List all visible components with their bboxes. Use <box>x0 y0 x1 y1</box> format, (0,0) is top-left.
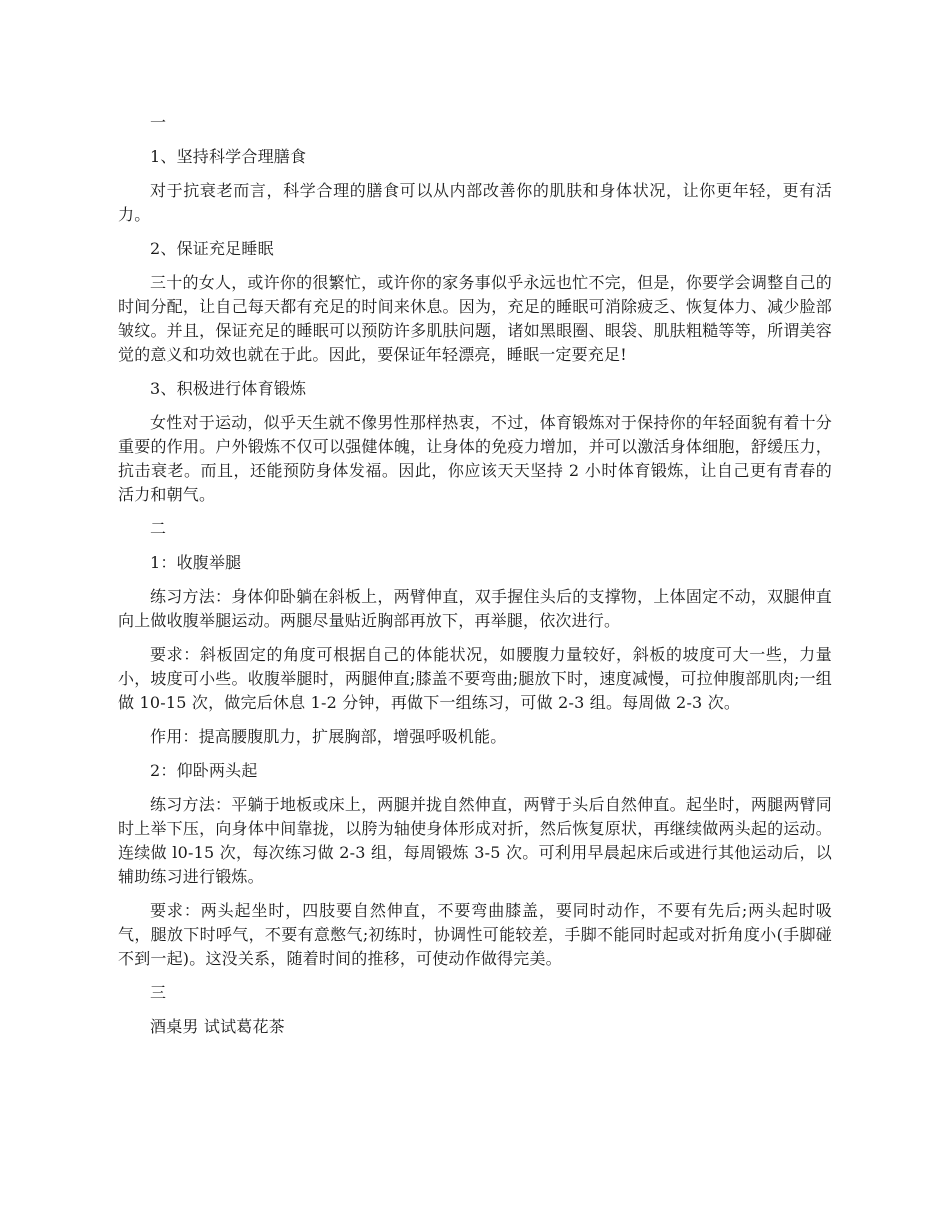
body-leg-raise-method: 练习方法：身体仰卧躺在斜板上，两臂伸直，双手握住头后的支撑物，上体固定不动，双腿伸直向上做收腹举腿运动。两腿尽量贴近胸部再放下，再举腿，依次进行。 <box>118 587 832 630</box>
body-exercise: 女性对于运动，似乎天生就不像男性那样热衷，不过，体育锻炼对于保持你的年轻面貌有着十分重要的作用。户外锻炼不仅可以强健体魄，让身体的免疫力增加，并可以激活身体细胞，舒缓压力，抗击衰老。而且，还能预防身体发福。因此，你应该天天坚持 2 小时体育锻炼，让自己更有青春的活力和朝气。 <box>118 413 832 504</box>
heading-leg-raise: 1：收腹举腿 <box>150 553 242 572</box>
body-leg-raise-requirements: 要求：斜板固定的角度可根据自己的体能状况，如腰腹力量较好，斜板的坡度可大一些，力量小，坡度可小些。收腹举腿时，两腿伸直;膝盖不要弯曲;腿放下时，速度减慢，可拉伸腹部肌肉;一组做 10-15 次，做完后休息 1-2 分钟，再做下一组练习，可做 2-3 组。每周做 2-3 次。 <box>118 645 832 712</box>
section-marker-3: 三 <box>150 983 167 1002</box>
heading-diet: 1、坚持科学合理膳食 <box>150 147 307 166</box>
heading-v-up: 2：仰卧两头起 <box>150 761 258 780</box>
section-marker-2: 二 <box>150 519 167 538</box>
heading-exercise: 3、积极进行体育锻炼 <box>150 379 307 398</box>
body-diet: 对于抗衰老而言，科学合理的膳食可以从内部改善你的肌肤和身体状况，让你更年轻，更有活力。 <box>118 181 832 224</box>
body-sleep: 三十的女人，或许你的很繁忙，或许你的家务事似乎永远也忙不完，但是，你要学会调整自己的时间分配，让自己每天都有充足的时间来休息。因为，充足的睡眠可消除疲乏、恢复体力、减少脸部皱纹。并且，保证充足的睡眠可以预防许多肌肤问题，诸如黑眼圈、眼袋、肌肤粗糙等等，所谓美容觉的意义和功效也就在于此。因此，要保证年轻漂亮，睡眠一定要充足! <box>118 273 832 364</box>
heading-kudzu-tea: 酒桌男 试试葛花茶 <box>150 1017 285 1036</box>
heading-sleep: 2、保证充足睡眠 <box>150 239 274 258</box>
section-marker-1: 一 <box>150 113 167 132</box>
body-leg-raise-effect: 作用：提高腰腹肌力，扩展胸部，增强呼吸机能。 <box>150 727 507 746</box>
body-v-up-method: 练习方法：平躺于地板或床上，两腿并拢自然伸直，两臂于头后自然伸直。起坐时，两腿两臂同时上举下压，向身体中间靠拢，以胯为轴使身体形成对折，然后恢复原状，再继续做两头起的运动。连续做 l0-15 次，每次练习做 2-3 组，每周锻炼 3-5 次。可利用早晨起床后或进行其他运动后，以辅助练习进行锻炼。 <box>118 795 832 886</box>
body-v-up-requirements: 要求：两头起坐时，四肢要自然伸直，不要弯曲膝盖，要同时动作，不要有先后;两头起时吸气，腿放下时呼气，不要有意憋气;初练时，协调性可能较差，手脚不能同时起或对折角度小(手脚碰不到一起)。这没关系，随着时间的推移，可使动作做得完美。 <box>118 901 832 968</box>
